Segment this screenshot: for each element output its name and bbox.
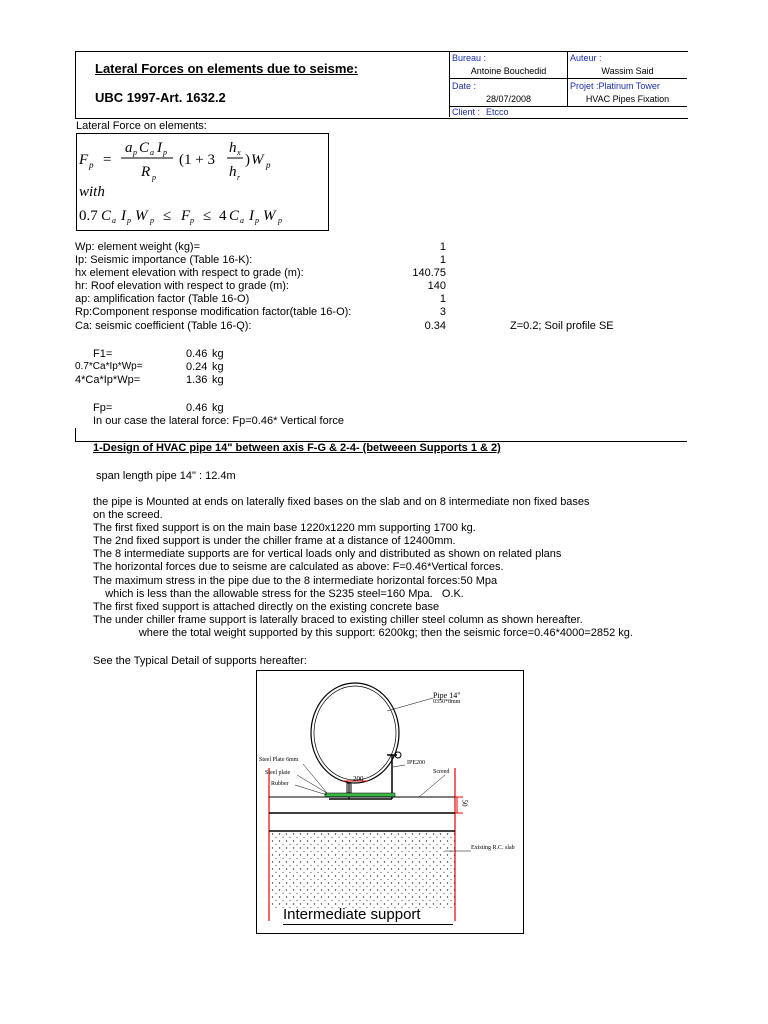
param-label: Ip: Seismic importance (Table 16-K):	[75, 254, 253, 266]
screed-label: Screed	[433, 769, 450, 775]
svg-text:I: I	[121, 208, 126, 224]
result-value: 1.36	[186, 374, 208, 386]
result-unit: kg	[212, 374, 224, 386]
rubber-label: Rubber	[271, 781, 289, 787]
param-label: hr: Roof elevation with respect to grade (m):	[75, 280, 289, 292]
steel-plate-label: Steel plate	[265, 770, 291, 776]
svg-text:h: h	[229, 164, 237, 180]
svg-text:F: F	[79, 152, 89, 168]
svg-text:=: =	[103, 152, 112, 168]
svg-text:p: p	[152, 173, 156, 182]
section-marker	[75, 428, 76, 442]
svg-text:W: W	[135, 208, 148, 224]
svg-text:R: R	[141, 164, 151, 180]
paragraph-line: The horizontal forces due to seisme are calculated as above: F=0.46*Vertical forces.	[93, 561, 504, 573]
bureau-value: Antoine Bouchedid	[470, 66, 547, 76]
paragraph-line: which is less than the allowable stress for the S235 steel=160 Mpa. O.K.	[93, 588, 464, 600]
svg-text:p: p	[89, 160, 94, 170]
bureau-label: Bureau :	[452, 53, 487, 63]
param-label: Ca: seismic coefficient (Table 16-Q):	[75, 320, 252, 332]
pipe-sub-label: 0350*8mm	[433, 699, 461, 705]
client-value: Etcco	[486, 107, 509, 117]
param-value: 1	[439, 241, 446, 253]
svg-text:h: h	[229, 140, 237, 156]
auteur-value: Wassim Said	[601, 66, 654, 76]
svg-text:≤: ≤	[203, 208, 212, 224]
svg-text:p: p	[255, 216, 259, 225]
support-detail-figure	[256, 670, 524, 934]
param-value: 140	[427, 280, 446, 292]
date-label: Date :	[452, 81, 477, 91]
result-label: 4*Ca*Ip*Wp=	[75, 374, 141, 386]
svg-text:(1 + 3: (1 + 3	[179, 152, 215, 168]
plate-label: Steel Plate 6mm	[259, 757, 299, 763]
svg-text:≤: ≤	[163, 208, 172, 224]
pipe-label: Pipe 14"	[433, 691, 461, 700]
date-value: 28/07/2008	[485, 94, 532, 104]
lateral-case: In our case the lateral force: Fp=0.46* Vertical force	[93, 415, 344, 427]
span-length: span length pipe 14" : 12.4m	[96, 470, 236, 482]
header-rule	[450, 78, 687, 79]
svg-text:I: I	[157, 140, 162, 156]
support-drawing	[257, 671, 523, 933]
client-label: Client :	[452, 107, 481, 117]
param-value: 3	[439, 306, 446, 318]
svg-text:with: with	[79, 184, 105, 200]
svg-text:p: p	[278, 216, 282, 225]
param-value: 140.75	[412, 267, 446, 279]
dimension-50: 50	[460, 799, 469, 807]
result-value: 0.46	[186, 348, 208, 360]
result-label: F1=	[93, 348, 113, 360]
slab-label: Existing R.C. slab	[471, 845, 515, 851]
svg-text:r: r	[237, 173, 241, 182]
result-value: 0.24	[186, 361, 208, 373]
svg-text:W: W	[263, 208, 276, 224]
document-title: Lateral Forces on elements due to seisme:	[95, 61, 358, 76]
svg-text:C: C	[139, 140, 150, 156]
formula-box	[76, 133, 329, 231]
svg-text:F: F	[181, 208, 191, 224]
paragraph-line: on the screed.	[93, 509, 163, 521]
param-label: ap: amplification factor (Table 16-O)	[75, 293, 250, 305]
fp-label: Fp=	[93, 402, 113, 414]
param-label: Rp:Component response modification factor(table 16-O):	[75, 306, 352, 318]
dimension-200: 200	[353, 775, 364, 783]
svg-text:x: x	[237, 148, 241, 157]
paragraph-line: The under chiller frame support is laterally braced to existing chiller steel column as shown hereafter.	[93, 614, 583, 626]
svg-text:4: 4	[219, 208, 227, 224]
svg-text:): )	[245, 152, 250, 168]
paragraph-line: the pipe is Mounted at ends on laterally fixed bases on the slab and on 8 intermediate non fixed bases	[93, 496, 590, 508]
result-unit: kg	[212, 348, 224, 360]
svg-text:a: a	[240, 216, 244, 225]
param-value: 0.34	[424, 320, 446, 332]
svg-text:a: a	[150, 148, 154, 157]
svg-text:0.7: 0.7	[79, 208, 98, 224]
see-detail: See the Typical Detail of supports hereafter:	[93, 655, 307, 667]
svg-text:p: p	[150, 216, 154, 225]
section-title: 1-Design of HVAC pipe 14" between axis F-G & 2-4- (betweeen Supports 1 & 2)	[93, 442, 501, 454]
paragraph-line: The 8 intermediate supports are for vertical loads only and distributed as shown on related plans	[93, 548, 562, 560]
auteur-label: Auteur :	[570, 53, 602, 63]
formula-graphic	[77, 134, 328, 230]
svg-text:p: p	[190, 216, 194, 225]
svg-text:a: a	[112, 216, 116, 225]
fp-value: 0.46	[186, 402, 208, 414]
svg-text:C: C	[101, 208, 112, 224]
paragraph-line: The 2nd fixed support is under the chiller frame at a distance of 12400mm.	[93, 535, 456, 547]
paragraph-line: where the total weight supported by this support: 6200kg; then the seismic force=0.46*4000=2852 kg.	[93, 627, 633, 639]
param-value: 1	[439, 293, 446, 305]
svg-text:p: p	[266, 160, 271, 170]
svg-text:I: I	[249, 208, 254, 224]
figure-caption: Intermediate support	[283, 906, 421, 923]
param-value: 1	[439, 254, 446, 266]
ipe-label: IPE200	[407, 760, 425, 766]
paragraph-line: The maximum stress in the pipe due to the 8 intermediate horizontal forces:50 Mpa	[93, 575, 498, 587]
header-divider	[449, 51, 450, 117]
svg-text:p: p	[133, 148, 137, 157]
projet-label: Projet :Platinum Tower	[570, 81, 660, 91]
svg-text:p: p	[127, 216, 131, 225]
svg-text:p: p	[163, 148, 167, 157]
fp-unit: kg	[212, 402, 224, 414]
result-label: 0.7*Ca*Ip*Wp=	[75, 361, 143, 372]
svg-text:C: C	[229, 208, 240, 224]
pipe-circle	[311, 683, 399, 783]
code-reference: UBC 1997-Art. 1632.2	[95, 90, 226, 105]
result-unit: kg	[212, 361, 224, 373]
paragraph-line: The first fixed support is attached directly on the existing concrete base	[93, 601, 440, 613]
caption-underline	[283, 924, 453, 925]
param-label: Wp: element weight (kg)=	[75, 241, 201, 253]
slab-hatch	[269, 831, 455, 909]
svg-text:W: W	[251, 152, 264, 168]
svg-text:a: a	[125, 140, 133, 156]
rubber-pad	[325, 793, 395, 797]
paragraph-line: The first fixed support is on the main base 1220x1220 mm supporting 1700 kg.	[93, 522, 476, 534]
projet-value: HVAC Pipes Fixation	[585, 94, 670, 104]
formula-intro: Lateral Force on elements:	[76, 120, 207, 132]
param-label: hx element elevation with respect to grade (m):	[75, 267, 304, 279]
zone-note: Z=0.2; Soil profile SE	[510, 320, 614, 332]
